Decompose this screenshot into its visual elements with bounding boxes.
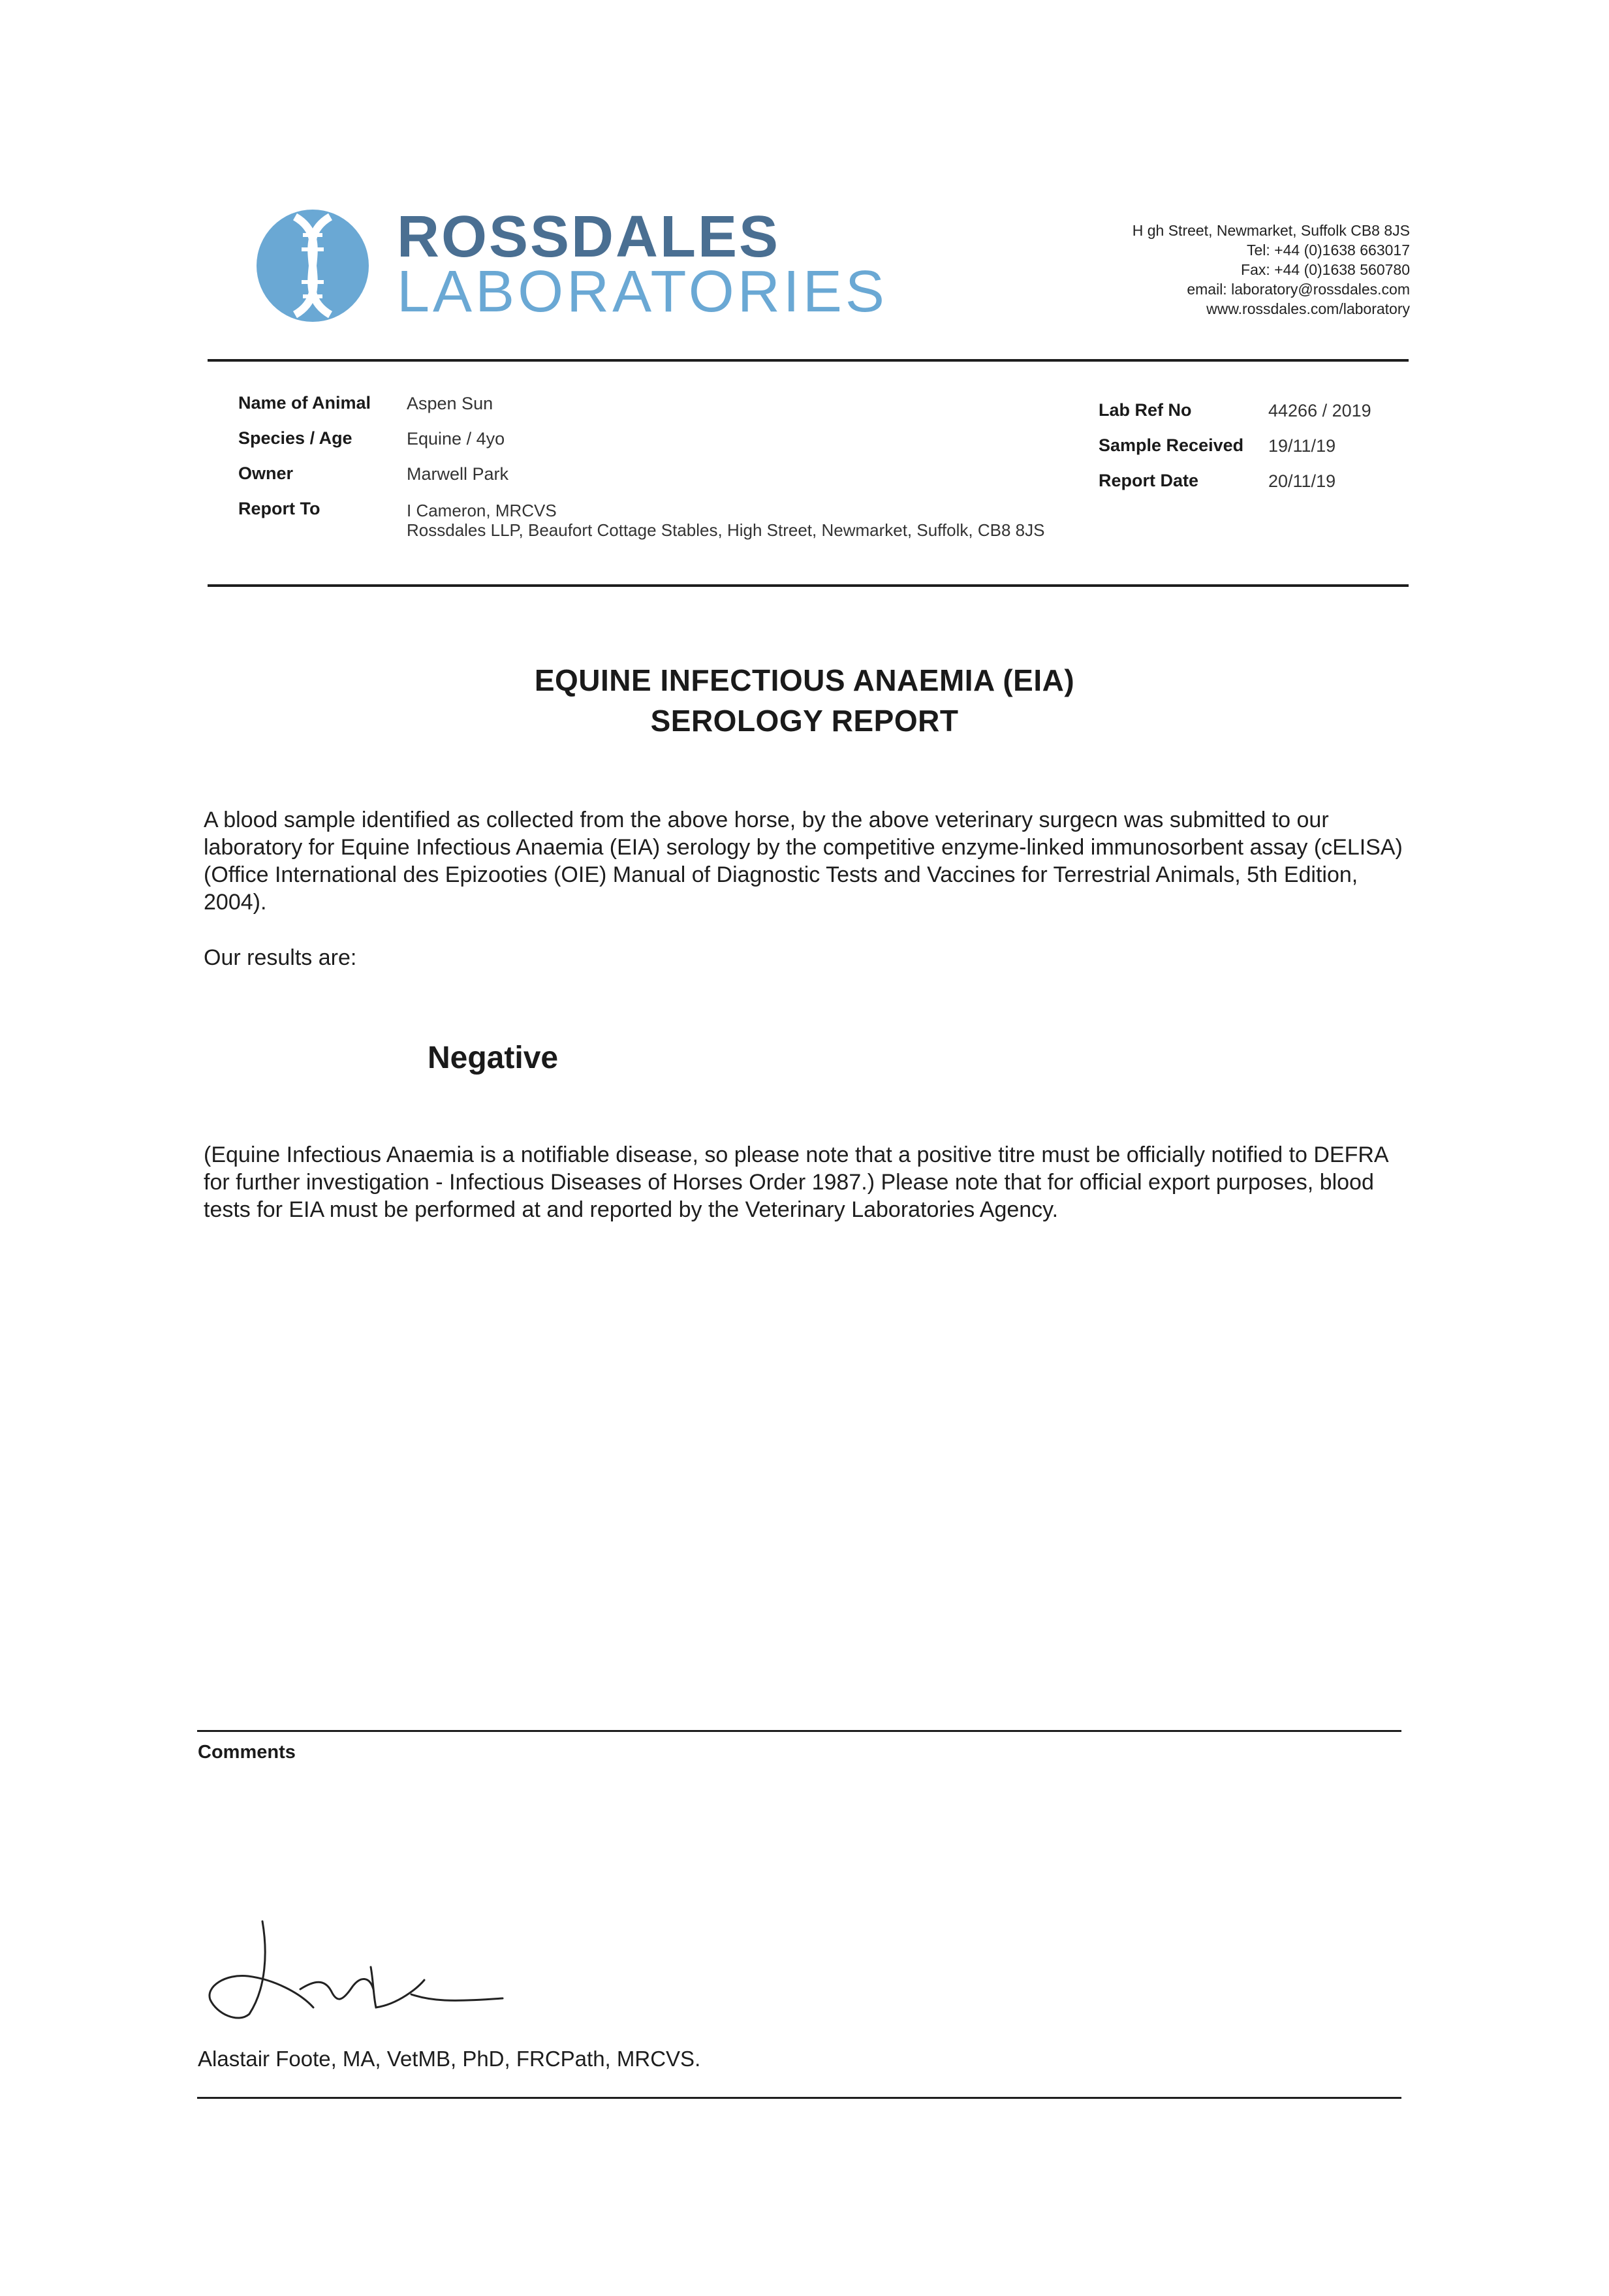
animal-name-label: Name of Animal — [238, 393, 371, 413]
owner-label: Owner — [238, 464, 294, 483]
address-street: H gh Street, Newmarket, Suffolk CB8 8JS — [1132, 222, 1410, 239]
address-website: www.rossdales.com/laboratory — [1206, 300, 1410, 317]
species-age-value: Equine / 4yo — [407, 429, 505, 448]
details-divider — [208, 584, 1409, 587]
lab-ref-label: Lab Ref No — [1099, 400, 1192, 420]
comments-label: Comments — [198, 1742, 296, 1763]
report-to-label: Report To — [238, 499, 320, 518]
address-email: email: laboratory@rossdales.com — [1187, 281, 1410, 298]
sample-received-label: Sample Received — [1099, 435, 1244, 455]
lab-address-block — [1133, 221, 1410, 319]
test-result: Negative — [428, 1041, 559, 1075]
header-divider — [208, 359, 1409, 362]
report-title-line1: EQUINE INFECTIOUS ANAEMIA (EIA) — [534, 663, 1075, 697]
lab-ref-value: 44266 / 2019 — [1268, 401, 1371, 420]
species-age-label: Species / Age — [238, 428, 352, 448]
notifiable-note-paragraph: (Equine Infectious Anaemia is a notifiable disease, so please note that a positive titre must be officially notified to DEFRA for further investigation - Infectious Diseases of Horses Order 1987.) Please note that for official export purposes, blood tests for EIA must be performed at and reported by the Veterinary Laboratories Agency. — [204, 1142, 1388, 1222]
footer-divider — [197, 2097, 1401, 2099]
signer-name: Alastair Foote, MA, VetMB, PhD, FRCPath, MRCVS. — [198, 2047, 701, 2071]
report-date-label: Report Date — [1099, 471, 1199, 490]
address-fax: Fax: +44 (0)1638 560780 — [1241, 261, 1410, 278]
results-intro: Our results are: — [204, 945, 357, 970]
owner-value: Marwell Park — [407, 464, 509, 484]
comments-divider — [197, 1730, 1401, 1732]
report-title-line2: SEROLOGY REPORT — [650, 704, 959, 738]
sample-received-value: 19/11/19 — [1268, 436, 1336, 456]
report-to-address: Rossdales LLP, Beaufort Cottage Stables, High Street, Newmarket, Suffolk, CB8 8JS — [407, 520, 1045, 540]
report-to-name: I Cameron, MRCVS — [407, 501, 557, 520]
brand-name-line2: LABORATORIES — [397, 259, 888, 324]
intro-paragraph: A blood sample identified as collected from the above horse, by the above veterinary surgecn was submitted to our laboratory for Equine Infectious Anaemia (EIA) serology by the competitive enzyme-linked immunosorbent assay (cELISA) (Office International des Epizooties (OIE) Manual of Diagnostic Tests and Vaccines for Terrestrial Animals, 5th Edition, 2004). — [204, 808, 1403, 915]
signature — [202, 1916, 509, 2027]
report-date-value: 20/11/19 — [1268, 471, 1336, 491]
address-tel: Tel: +44 (0)1638 663017 — [1246, 242, 1410, 259]
animal-name-value: Aspen Sun — [407, 394, 493, 413]
dna-logo-icon — [255, 208, 371, 324]
brand-name-line1: ROSSDALES — [397, 204, 781, 270]
